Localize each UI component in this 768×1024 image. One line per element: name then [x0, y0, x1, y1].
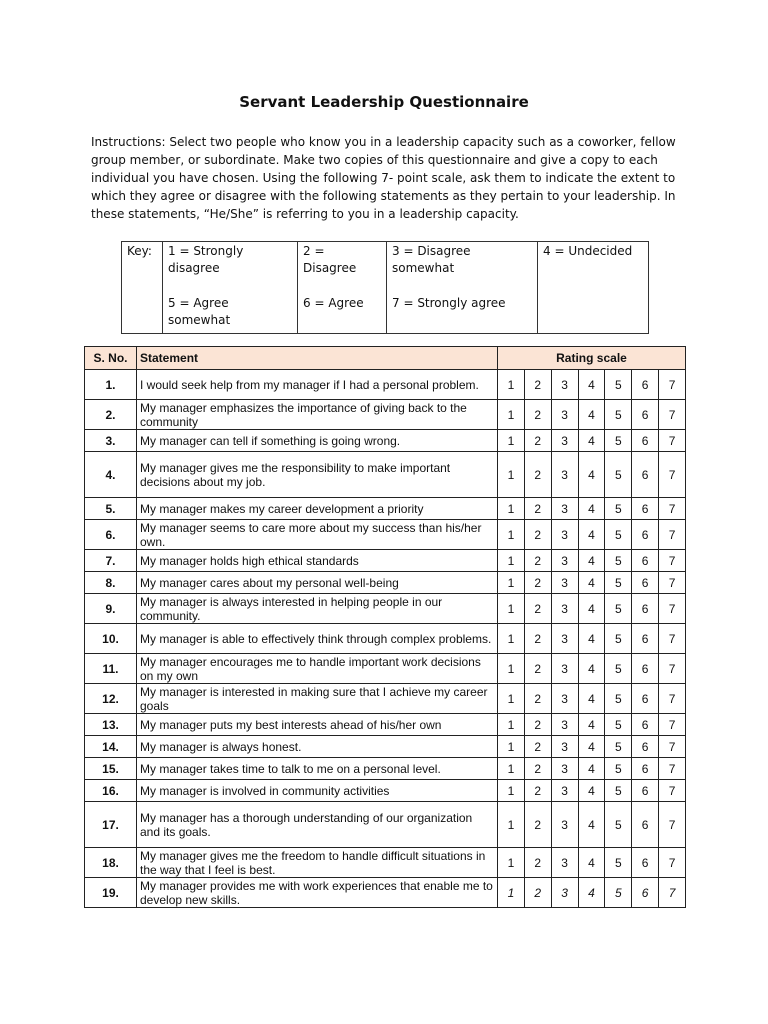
key-item-5: 5 = Agree somewhat	[168, 296, 231, 327]
table-row	[85, 758, 686, 780]
rating-option-4[interactable]: 4	[578, 572, 605, 594]
rating-option-2[interactable]: 2	[524, 758, 551, 780]
rating-option-5[interactable]: 5	[605, 780, 632, 802]
rating-option-6[interactable]: 6	[632, 654, 659, 684]
rating-option-4[interactable]: 4	[578, 520, 605, 550]
row-statement: My manager is always honest.	[137, 736, 498, 758]
table-row	[85, 878, 686, 908]
rating-option-2[interactable]: 2	[524, 430, 551, 452]
row-statement: My manager takes time to talk to me on a personal level.	[137, 758, 498, 780]
table-row	[85, 654, 686, 684]
rating-option-6[interactable]: 6	[632, 684, 659, 714]
rating-option-1[interactable]: 1	[498, 780, 525, 802]
questionnaire-body	[85, 370, 686, 908]
rating-option-4[interactable]: 4	[578, 430, 605, 452]
row-number: 10.	[85, 624, 137, 654]
rating-option-7[interactable]: 7	[659, 758, 686, 780]
rating-option-1[interactable]: 1	[498, 684, 525, 714]
rating-option-7[interactable]: 7	[659, 780, 686, 802]
rating-option-5[interactable]: 5	[605, 400, 632, 430]
rating-option-1[interactable]: 1	[498, 400, 525, 430]
rating-option-7[interactable]: 7	[659, 848, 686, 878]
instructions-text: Instructions: Select two people who know you in a leadership capacity such as a coworker, fellow group member, or subordinate. Make two copies of this questionnaire and give a copy to each individual you have chosen. Using the following 7- point scale, ask them to indicate the extent to which they agree or disagree with the following statements as they pertain to your leadership. In these statements, “He/She” is referring to you in a leadership capacity.	[91, 135, 676, 221]
rating-option-2[interactable]: 2	[524, 498, 551, 520]
rating-option-1[interactable]: 1	[498, 654, 525, 684]
rating-option-6[interactable]: 6	[632, 736, 659, 758]
rating-option-3[interactable]: 3	[551, 452, 578, 498]
rating-option-4[interactable]: 4	[578, 370, 605, 400]
row-number: 11.	[85, 654, 137, 684]
rating-option-1[interactable]: 1	[498, 370, 525, 400]
row-number: 8.	[85, 572, 137, 594]
rating-option-1[interactable]: 1	[498, 802, 525, 848]
row-statement: My manager seems to care more about my success than his/her own.	[137, 520, 498, 550]
rating-option-5[interactable]: 5	[605, 848, 632, 878]
rating-option-6[interactable]: 6	[632, 848, 659, 878]
rating-option-2[interactable]: 2	[524, 684, 551, 714]
key-cell-1	[163, 242, 298, 334]
rating-option-2[interactable]: 2	[524, 520, 551, 550]
table-row	[85, 736, 686, 758]
rating-option-4[interactable]: 4	[578, 758, 605, 780]
table-row	[85, 802, 686, 848]
row-number: 9.	[85, 594, 137, 624]
rating-option-1[interactable]: 1	[498, 714, 525, 736]
rating-option-5[interactable]: 5	[605, 654, 632, 684]
header-statement: Statement	[137, 347, 498, 370]
rating-option-6[interactable]: 6	[632, 758, 659, 780]
row-number: 1.	[85, 370, 137, 400]
rating-option-2[interactable]: 2	[524, 878, 551, 908]
row-statement: My manager emphasizes the importance of giving back to the community	[137, 400, 498, 430]
key-item-7: 7 = Strongly agree	[392, 296, 506, 310]
rating-option-3[interactable]: 3	[551, 400, 578, 430]
rating-option-1[interactable]: 1	[498, 878, 525, 908]
rating-option-7[interactable]: 7	[659, 714, 686, 736]
rating-option-7[interactable]: 7	[659, 430, 686, 452]
rating-option-5[interactable]: 5	[605, 520, 632, 550]
rating-option-7[interactable]: 7	[659, 452, 686, 498]
rating-option-4[interactable]: 4	[578, 878, 605, 908]
table-row	[85, 520, 686, 550]
row-number: 2.	[85, 400, 137, 430]
rating-option-4[interactable]: 4	[578, 594, 605, 624]
rating-option-5[interactable]: 5	[605, 802, 632, 848]
row-number: 3.	[85, 430, 137, 452]
table-row	[85, 572, 686, 594]
rating-option-4[interactable]: 4	[578, 498, 605, 520]
rating-option-1[interactable]: 1	[498, 572, 525, 594]
row-statement: My manager has a thorough understanding of our organization and its goals.	[137, 802, 498, 848]
key-row	[122, 242, 649, 334]
rating-option-1[interactable]: 1	[498, 498, 525, 520]
key-table	[121, 241, 649, 334]
row-statement: I would seek help from my manager if I had a personal problem.	[137, 370, 498, 400]
rating-option-7[interactable]: 7	[659, 878, 686, 908]
rating-option-3[interactable]: 3	[551, 498, 578, 520]
key-cell-3	[387, 242, 538, 334]
rating-option-7[interactable]: 7	[659, 550, 686, 572]
rating-option-3[interactable]: 3	[551, 624, 578, 654]
rating-option-3[interactable]: 3	[551, 520, 578, 550]
rating-option-3[interactable]: 3	[551, 714, 578, 736]
rating-option-2[interactable]: 2	[524, 400, 551, 430]
key-item-6: 6 = Agree	[303, 296, 364, 310]
rating-option-6[interactable]: 6	[632, 452, 659, 498]
rating-option-6[interactable]: 6	[632, 400, 659, 430]
rating-option-6[interactable]: 6	[632, 714, 659, 736]
rating-option-5[interactable]: 5	[605, 878, 632, 908]
row-statement: My manager cares about my personal well-being	[137, 572, 498, 594]
row-statement: My manager provides me with work experiences that enable me to develop new skills.	[137, 878, 498, 908]
rating-option-5[interactable]: 5	[605, 624, 632, 654]
rating-option-5[interactable]: 5	[605, 452, 632, 498]
row-statement: My manager makes my career development a priority	[137, 498, 498, 520]
rating-option-5[interactable]: 5	[605, 594, 632, 624]
rating-option-5[interactable]: 5	[605, 736, 632, 758]
rating-option-1[interactable]: 1	[498, 594, 525, 624]
rating-option-5[interactable]: 5	[605, 550, 632, 572]
row-number: 12.	[85, 684, 137, 714]
rating-option-6[interactable]: 6	[632, 802, 659, 848]
rating-option-4[interactable]: 4	[578, 848, 605, 878]
rating-option-1[interactable]: 1	[498, 452, 525, 498]
row-statement: My manager is interested in making sure that I achieve my career goals	[137, 684, 498, 714]
rating-option-7[interactable]: 7	[659, 654, 686, 684]
rating-option-7[interactable]: 7	[659, 498, 686, 520]
row-statement: My manager gives me the freedom to handle difficult situations in the way that I feel is best.	[137, 848, 498, 878]
rating-option-6[interactable]: 6	[632, 572, 659, 594]
rating-option-6[interactable]: 6	[632, 430, 659, 452]
row-number: 4.	[85, 452, 137, 498]
rating-option-7[interactable]: 7	[659, 802, 686, 848]
row-number: 7.	[85, 550, 137, 572]
rating-option-6[interactable]: 6	[632, 780, 659, 802]
rating-option-2[interactable]: 2	[524, 624, 551, 654]
rating-option-5[interactable]: 5	[605, 370, 632, 400]
rating-option-1[interactable]: 1	[498, 848, 525, 878]
rating-option-2[interactable]: 2	[524, 550, 551, 572]
rating-option-7[interactable]: 7	[659, 736, 686, 758]
rating-option-3[interactable]: 3	[551, 878, 578, 908]
row-number: 18.	[85, 848, 137, 878]
rating-option-7[interactable]: 7	[659, 684, 686, 714]
rating-option-3[interactable]: 3	[551, 684, 578, 714]
key-item-2: 2 = Disagree	[303, 244, 357, 275]
rating-option-2[interactable]: 2	[524, 594, 551, 624]
rating-option-7[interactable]: 7	[659, 572, 686, 594]
rating-option-2[interactable]: 2	[524, 714, 551, 736]
row-statement: My manager is always interested in helping people in our community.	[137, 594, 498, 624]
table-row	[85, 550, 686, 572]
rating-option-2[interactable]: 2	[524, 452, 551, 498]
rating-option-6[interactable]: 6	[632, 878, 659, 908]
key-cell-4	[538, 242, 649, 334]
rating-option-2[interactable]: 2	[524, 780, 551, 802]
rating-option-7[interactable]: 7	[659, 370, 686, 400]
rating-option-2[interactable]: 2	[524, 572, 551, 594]
row-number: 13.	[85, 714, 137, 736]
rating-option-6[interactable]: 6	[632, 520, 659, 550]
rating-option-6[interactable]: 6	[632, 498, 659, 520]
rating-option-3[interactable]: 3	[551, 736, 578, 758]
rating-option-5[interactable]: 5	[605, 498, 632, 520]
row-statement: My manager holds high ethical standards	[137, 550, 498, 572]
rating-option-1[interactable]: 1	[498, 550, 525, 572]
rating-option-6[interactable]: 6	[632, 370, 659, 400]
table-row	[85, 370, 686, 400]
rating-option-3[interactable]: 3	[551, 550, 578, 572]
rating-option-5[interactable]: 5	[605, 430, 632, 452]
rating-option-4[interactable]: 4	[578, 550, 605, 572]
row-number: 17.	[85, 802, 137, 848]
table-row	[85, 624, 686, 654]
rating-option-4[interactable]: 4	[578, 654, 605, 684]
rating-option-3[interactable]: 3	[551, 370, 578, 400]
key-item-4: 4 = Undecided	[543, 244, 633, 258]
rating-option-1[interactable]: 1	[498, 624, 525, 654]
table-row	[85, 430, 686, 452]
row-number: 19.	[85, 878, 137, 908]
rating-option-3[interactable]: 3	[551, 848, 578, 878]
rating-option-7[interactable]: 7	[659, 594, 686, 624]
rating-option-4[interactable]: 4	[578, 736, 605, 758]
rating-option-4[interactable]: 4	[578, 780, 605, 802]
rating-option-3[interactable]: 3	[551, 594, 578, 624]
rating-option-5[interactable]: 5	[605, 684, 632, 714]
rating-option-3[interactable]: 3	[551, 758, 578, 780]
row-statement: My manager gives me the responsibility to make important decisions about my job.	[137, 452, 498, 498]
row-statement: My manager encourages me to handle important work decisions on my own	[137, 654, 498, 684]
rating-option-6[interactable]: 6	[632, 550, 659, 572]
rating-option-3[interactable]: 3	[551, 572, 578, 594]
row-number: 6.	[85, 520, 137, 550]
rating-option-3[interactable]: 3	[551, 802, 578, 848]
table-row	[85, 780, 686, 802]
key-item-1: 1 = Strongly disagree	[168, 244, 244, 275]
row-number: 15.	[85, 758, 137, 780]
rating-option-4[interactable]: 4	[578, 400, 605, 430]
row-statement: My manager is able to effectively think through complex problems.	[137, 624, 498, 654]
rating-option-6[interactable]: 6	[632, 594, 659, 624]
table-row	[85, 400, 686, 430]
page-title: Servant Leadership Questionnaire	[239, 93, 529, 111]
rating-option-3[interactable]: 3	[551, 430, 578, 452]
row-statement: My manager puts my best interests ahead of his/her own	[137, 714, 498, 736]
rating-option-3[interactable]: 3	[551, 780, 578, 802]
rating-option-4[interactable]: 4	[578, 802, 605, 848]
rating-option-7[interactable]: 7	[659, 400, 686, 430]
rating-option-1[interactable]: 1	[498, 736, 525, 758]
row-statement: My manager is involved in community activities	[137, 780, 498, 802]
rating-option-4[interactable]: 4	[578, 624, 605, 654]
table-header-row	[85, 347, 686, 370]
key-label: Key:	[122, 242, 163, 334]
row-number: 5.	[85, 498, 137, 520]
table-row	[85, 684, 686, 714]
table-row	[85, 848, 686, 878]
key-cell-2	[298, 242, 387, 334]
header-rating-scale: Rating scale	[498, 347, 686, 370]
rating-option-2[interactable]: 2	[524, 802, 551, 848]
rating-option-2[interactable]: 2	[524, 654, 551, 684]
rating-option-7[interactable]: 7	[659, 624, 686, 654]
rating-option-1[interactable]: 1	[498, 758, 525, 780]
header-sno: S. No.	[85, 347, 137, 370]
rating-option-2[interactable]: 2	[524, 370, 551, 400]
rating-option-5[interactable]: 5	[605, 714, 632, 736]
rating-option-5[interactable]: 5	[605, 758, 632, 780]
rating-option-7[interactable]: 7	[659, 520, 686, 550]
row-number: 16.	[85, 780, 137, 802]
rating-option-2[interactable]: 2	[524, 848, 551, 878]
questionnaire-table	[84, 346, 686, 908]
rating-option-4[interactable]: 4	[578, 684, 605, 714]
rating-option-4[interactable]: 4	[578, 714, 605, 736]
rating-option-2[interactable]: 2	[524, 736, 551, 758]
table-row	[85, 594, 686, 624]
table-row	[85, 714, 686, 736]
rating-option-1[interactable]: 1	[498, 520, 525, 550]
row-number: 14.	[85, 736, 137, 758]
rating-option-5[interactable]: 5	[605, 572, 632, 594]
rating-option-6[interactable]: 6	[632, 624, 659, 654]
table-row	[85, 498, 686, 520]
key-item-3: 3 = Disagree somewhat	[392, 244, 471, 275]
rating-option-4[interactable]: 4	[578, 452, 605, 498]
row-statement: My manager can tell if something is going wrong.	[137, 430, 498, 452]
rating-option-1[interactable]: 1	[498, 430, 525, 452]
rating-option-3[interactable]: 3	[551, 654, 578, 684]
table-row	[85, 452, 686, 498]
